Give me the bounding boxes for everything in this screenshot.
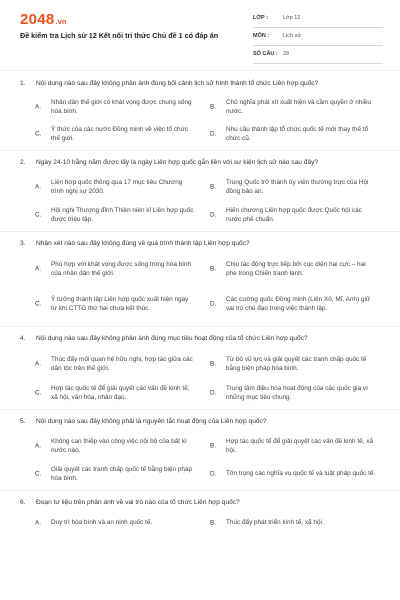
option-c[interactable]: [20, 460, 202, 488]
answer-options: [20, 513, 384, 533]
option-row: [20, 173, 384, 201]
question-text: [20, 410, 384, 432]
option-c[interactable]: [20, 284, 202, 324]
option-text: Liên hợp quốc thông qua 17 mục tiêu Chương trình nghị sự 2030.: [51, 178, 183, 195]
question-number: 2.: [20, 159, 26, 166]
meta-label: LỚP :: [253, 15, 268, 21]
answer-options: [20, 94, 384, 148]
document-meta: [253, 10, 383, 64]
option-letter: D.: [210, 470, 217, 478]
option-letter: B.: [210, 442, 217, 450]
option-text: Thúc đẩy mối quan hệ hữu nghị, hợp tác giữa các dân tộc trên thế giới.: [51, 355, 193, 372]
option-letter: D.: [210, 389, 217, 397]
question-prompt: Nội dung nào sau đây không phải là nguyên tắc hoạt động của Liên hợp quốc?: [36, 418, 267, 425]
option-d[interactable]: [202, 120, 384, 148]
meta-label: MÔN :: [253, 33, 270, 39]
question-number: 3.: [20, 240, 26, 247]
option-row: [20, 254, 384, 284]
option-letter: A.: [35, 442, 42, 450]
meta-row-subject: [253, 28, 383, 46]
option-text: Duy trì hòa bình và an ninh quốc tế.: [51, 519, 153, 527]
option-b[interactable]: [202, 94, 384, 120]
option-text: Chủ nghĩa phát xít xuất hiện và cầm quyền ở nhiều nước.: [226, 98, 371, 115]
option-letter: D.: [210, 130, 217, 138]
option-c[interactable]: [20, 379, 202, 407]
question-5: [0, 410, 400, 491]
option-text: Hợp tác quốc tế để giải quyết các vấn đề kinh tế, xã hội.: [226, 437, 374, 454]
question-6: [0, 491, 400, 533]
option-text: Nhu cầu thành lập tổ chức quốc tế mới thay thế tổ chức cũ.: [226, 125, 369, 142]
option-d[interactable]: [202, 379, 384, 407]
meta-label: SỐ CÂU :: [253, 51, 278, 57]
option-row: [20, 432, 384, 460]
option-row: [20, 201, 384, 229]
option-letter: C.: [35, 130, 42, 138]
option-text: Hiến chương Liên hợp quốc được Quốc hội các nước phê chuẩn.: [226, 206, 362, 223]
option-b[interactable]: [202, 254, 384, 284]
question-prompt: Nội dung nào sau đây không phản ánh đúng mục tiêu hoạt động của tổ chức Liên hợp quốc?: [36, 335, 308, 342]
option-row: [20, 284, 384, 324]
meta-value: Lớp 12: [283, 15, 301, 21]
option-a[interactable]: [20, 173, 202, 201]
option-text: Chịu tác động trực tiếp bởi cục diện hai cực – hai phe trong Chiến tranh lạnh.: [226, 260, 366, 277]
option-text: Phù hợp với khát vọng được sống trong hòa bình của nhân dân thế giới.: [51, 260, 192, 277]
option-letter: A.: [35, 519, 42, 527]
meta-value: Lịch sử: [283, 33, 302, 39]
option-letter: C.: [35, 470, 42, 478]
option-text: Nhân dân thế giới có khát vọng được chung sống hòa bình.: [51, 98, 192, 115]
option-row: [20, 379, 384, 407]
option-letter: A.: [35, 265, 42, 273]
option-row: [20, 513, 384, 533]
option-text: Không can thiệp vào công việc nội bộ của bất kì nước nào.: [51, 437, 187, 454]
option-text: Các cường quốc Đồng minh (Liên Xô, Mĩ, Anh) giữ vai trò chủ đạo trong việc thành lập.: [226, 295, 371, 312]
answer-options: [20, 432, 384, 488]
question-4: [0, 327, 400, 410]
question-number: 1.: [20, 80, 26, 87]
option-b[interactable]: [202, 173, 384, 201]
answer-options: [20, 254, 384, 324]
question-text: [20, 72, 384, 94]
option-b[interactable]: [202, 432, 384, 460]
question-list: [0, 72, 400, 533]
option-a[interactable]: [20, 349, 202, 379]
option-d[interactable]: [202, 460, 384, 488]
question-number: 6.: [20, 499, 26, 506]
option-letter: D.: [210, 211, 217, 219]
logo-text: 2048: [20, 11, 55, 28]
site-logo[interactable]: [20, 11, 67, 28]
meta-value: 28: [283, 51, 290, 57]
document-title: Đề kiểm tra Lịch sử 12 Kết nối tri thức Chủ đề 1 có đáp án: [20, 31, 219, 40]
option-text: Thúc đẩy phát triển kinh tế, xã hội.: [226, 519, 324, 527]
option-text: Giải quyết các tranh chấp quốc tế bằng biện pháp hòa bình.: [51, 465, 193, 482]
option-c[interactable]: [20, 120, 202, 148]
question-2: [0, 151, 400, 232]
option-c[interactable]: [20, 201, 202, 229]
option-row: [20, 120, 384, 148]
option-letter: B.: [210, 265, 217, 273]
question-prompt: Nội dung nào sau đây không phản ánh đúng bối cảnh lịch sử hình thành tổ chức Liên hợp quốc?: [36, 80, 319, 87]
option-row: [20, 349, 384, 379]
question-prompt: Đoạn tư liệu trên phản ánh về vai trò nào của tổ chức Liên hợp quốc?: [36, 499, 240, 506]
option-text: Ý tưởng thành lập Liên hợp quốc xuất hiện ngay từ khi CTTG thứ hai chưa kết thúc.: [51, 295, 189, 312]
option-text: Hợp tác quốc tế để giải quyết các vấn đề kinh tế, xã hội, văn hóa, nhân đạo.: [51, 384, 190, 401]
option-text: Trung tâm điều hòa hoạt động của các quốc gia vì những mục tiêu chung.: [226, 384, 368, 401]
option-a[interactable]: [20, 432, 202, 460]
question-number: 4.: [20, 335, 26, 342]
option-letter: B.: [210, 360, 217, 368]
option-row: [20, 94, 384, 120]
option-letter: C.: [35, 300, 42, 308]
option-a[interactable]: [20, 94, 202, 120]
logo-suffix: .vn: [55, 19, 67, 26]
option-letter: C.: [35, 389, 42, 397]
answer-options: [20, 173, 384, 229]
option-text: Hội nghị Thượng đỉnh Thiên niên kỉ Liên hợp quốc được triệu tập.: [51, 206, 194, 223]
question-3: [0, 232, 400, 327]
question-prompt: Ngày 24-10 hằng năm được lấy là ngày Liên hợp quốc gắn liền với sự kiện lịch sử nào sau đây?: [36, 159, 319, 166]
option-d[interactable]: [202, 284, 384, 324]
option-text: Trung Quốc trở thành ủy viên thường trực của Hội đồng bảo an.: [226, 178, 369, 195]
option-a[interactable]: [20, 513, 202, 533]
option-text: Từ bỏ vũ lực và giải quyết các tranh chấp quốc tế bằng biện pháp hòa bình.: [226, 355, 367, 372]
option-text: Tôn trọng các nghĩa vụ quốc tế và luật pháp quốc tế.: [226, 470, 376, 478]
option-letter: A.: [35, 360, 42, 368]
question-text: [20, 327, 384, 349]
option-text: Ý thức của các nước Đồng minh về việc tổ chức thế giới.: [51, 125, 189, 142]
header-divider: [0, 70, 400, 71]
option-row: [20, 460, 384, 488]
question-number: 5.: [20, 418, 26, 425]
option-b[interactable]: [202, 513, 384, 533]
meta-row-count: [253, 46, 383, 64]
question-text: [20, 151, 384, 173]
option-b[interactable]: [202, 349, 384, 379]
question-text: [20, 232, 384, 254]
option-d[interactable]: [202, 201, 384, 229]
option-letter: A.: [35, 183, 42, 191]
option-letter: B.: [210, 183, 217, 191]
option-letter: B.: [210, 519, 217, 527]
answer-options: [20, 349, 384, 407]
option-letter: B.: [210, 103, 217, 111]
meta-row-class: [253, 10, 383, 28]
document-header: [0, 0, 400, 68]
option-letter: C.: [35, 211, 42, 219]
option-a[interactable]: [20, 254, 202, 284]
question-1: [0, 72, 400, 151]
question-text: [20, 491, 384, 513]
question-prompt: Nhận xét nào sau đây không đúng về quá trình thành lập Liên hợp quốc?: [36, 240, 250, 247]
option-letter: D.: [210, 300, 217, 308]
option-letter: A.: [35, 103, 42, 111]
